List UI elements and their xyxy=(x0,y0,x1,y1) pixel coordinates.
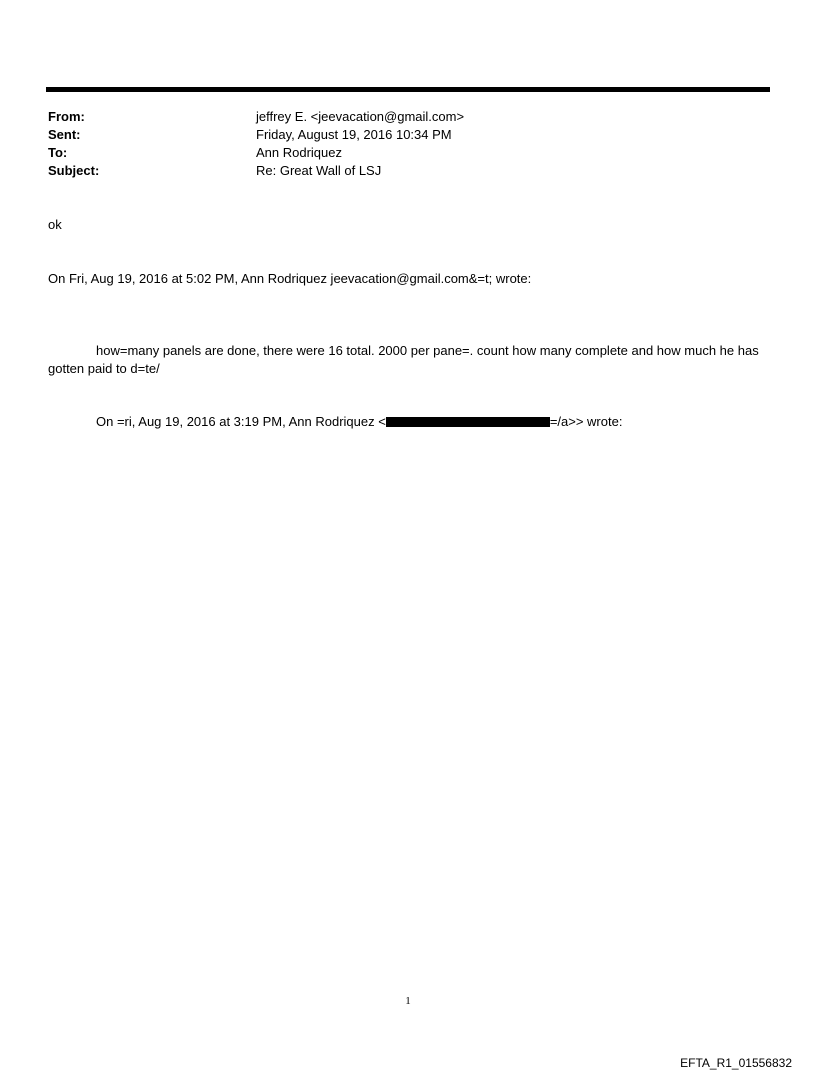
page-number: 1 xyxy=(405,995,411,1007)
sent-label: Sent: xyxy=(48,127,81,142)
from-label: From: xyxy=(48,109,85,124)
quote2-attribution-after: =/a>> wrote: xyxy=(549,414,623,429)
redaction-bar xyxy=(386,417,550,427)
quote1-attribution: On Fri, Aug 19, 2016 at 5:02 PM, Ann Rodriquez jeevacation@gmail.com&=t; wrote: xyxy=(48,271,532,286)
sent-value: Friday, August 19, 2016 10:34 PM xyxy=(256,127,452,142)
quote2-attribution xyxy=(96,413,622,431)
quote1-body: how=many panels are done, there were 16 total. 2000 per pane=. count how many complete and how much he has gotten paid to d=te/ xyxy=(48,343,759,376)
reply-body: ok xyxy=(48,217,62,232)
header-divider xyxy=(46,87,770,92)
bates-number: EFTA_R1_01556832 xyxy=(680,1056,792,1070)
quote2-attribution-before: On =ri, Aug 19, 2016 at 3:19 PM, Ann Rodriquez < xyxy=(96,414,386,429)
subject-label: Subject: xyxy=(48,163,100,178)
from-value: jeffrey E. <jeevacation@gmail.com> xyxy=(256,109,465,124)
to-label: To: xyxy=(48,145,68,160)
to-value: Ann Rodriquez xyxy=(256,145,342,160)
subject-value: Re: Great Wall of LSJ xyxy=(256,163,382,178)
